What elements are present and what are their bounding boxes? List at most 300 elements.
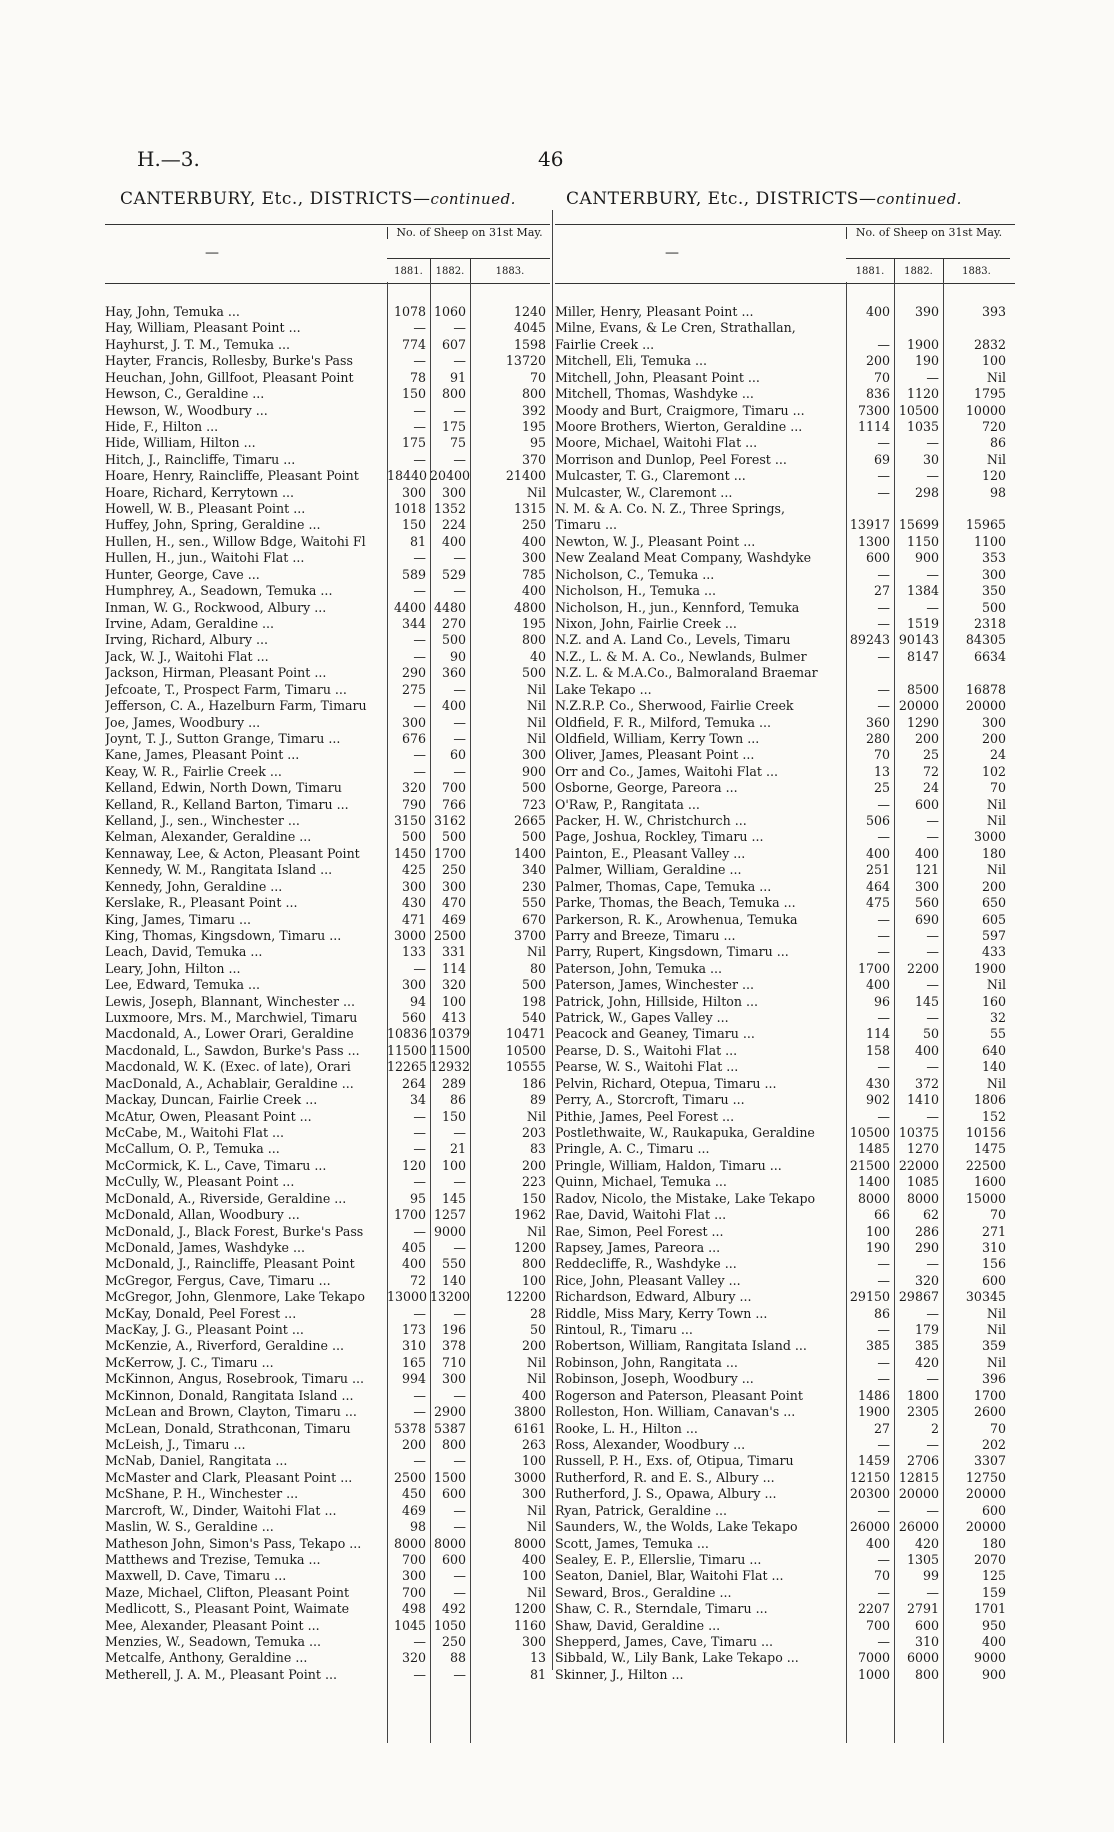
- owner-name: Newton, W. J., Pleasant Point ...: [555, 533, 756, 549]
- table-row: [105, 1010, 550, 1026]
- owner-name: Osborne, George, Pareora ...: [555, 780, 738, 796]
- owner-name: McCully, W., Pleasant Point ...: [105, 1174, 295, 1190]
- sheep-count-1881: 902: [865, 1092, 890, 1108]
- sheep-count-1883: 800: [521, 1256, 546, 1272]
- sheep-count-1881: 475: [865, 895, 890, 911]
- sheep-count-1883: 20000: [965, 1519, 1006, 1535]
- sheep-count-1883: 1400: [513, 845, 546, 861]
- owner-name: Saunders, W., the Wolds, Lake Tekapo: [555, 1519, 798, 1535]
- table-row: [555, 813, 1015, 829]
- sheep-count-1881: 500: [401, 829, 426, 845]
- sheep-count-1882: 9000: [433, 1223, 466, 1239]
- table-row: [105, 994, 550, 1010]
- owner-name: McLeish, J., Timaru ...: [105, 1436, 246, 1452]
- sheep-count-1883: 950: [981, 1617, 1006, 1633]
- sheep-count-1881: —: [413, 583, 426, 599]
- sheep-count-1883: 125: [981, 1568, 1006, 1584]
- sheep-count-1882: —: [453, 1519, 466, 1535]
- sheep-count-1881: —: [877, 796, 890, 812]
- owner-name: Hide, William, Hilton ...: [105, 435, 256, 451]
- sheep-count-1883: 650: [981, 895, 1006, 911]
- sheep-count-1882: —: [926, 1256, 939, 1272]
- table-row: [555, 682, 1015, 698]
- table-row: [105, 961, 550, 977]
- table-row: [105, 665, 550, 681]
- owner-name: Kelman, Alexander, Geraldine ...: [105, 829, 312, 845]
- sheep-count-1882: 385: [914, 1338, 939, 1354]
- owner-name: Kelland, R., Kelland Barton, Timaru ...: [105, 796, 349, 812]
- owner-name: McGregor, John, Glenmore, Lake Tekapo: [105, 1289, 365, 1305]
- sheep-count-1881: 120: [401, 1157, 426, 1173]
- sheep-count-1882: 190: [914, 353, 939, 369]
- sheep-count-1882: —: [926, 927, 939, 943]
- owner-name: Perry, A., Storcroft, Timaru ...: [555, 1092, 745, 1108]
- sheep-count-1881: 300: [401, 484, 426, 500]
- table-row: [105, 977, 550, 993]
- sheep-count-1882: —: [926, 599, 939, 615]
- sheep-count-1881: —: [413, 1141, 426, 1157]
- sheep-count-1881: —: [413, 418, 426, 434]
- table-row: [105, 1519, 550, 1535]
- sheep-count-1883: Nil: [526, 1223, 546, 1239]
- right-table-header: [555, 224, 1015, 284]
- sheep-count-1883: 30345: [965, 1289, 1006, 1305]
- sheep-count-1881: 1018: [393, 501, 426, 517]
- sheep-count-1883: Nil: [986, 796, 1006, 812]
- sheep-count-1883: 100: [521, 1272, 546, 1288]
- owner-name: McDonald, Allan, Woodbury ...: [105, 1207, 300, 1223]
- sheep-count-1881: 400: [401, 1256, 426, 1272]
- owner-name: Hayhurst, J. T. M., Temuka ...: [105, 336, 290, 352]
- table-row: [555, 320, 1015, 336]
- table-row: [105, 632, 550, 648]
- sheep-count-1882: 710: [441, 1354, 466, 1370]
- sheep-count-1883: 10471: [505, 1026, 546, 1042]
- sheep-count-1882: —: [453, 1584, 466, 1600]
- sheep-count-1881: 400: [865, 977, 890, 993]
- sheep-count-1881: —: [413, 1634, 426, 1650]
- owner-name: Leary, John, Hilton ...: [105, 960, 241, 976]
- table-row: [555, 583, 1015, 599]
- sheep-count-1881: —: [413, 1453, 426, 1469]
- sheep-count-1881: —: [413, 1174, 426, 1190]
- sheep-count-1882: 91: [449, 369, 466, 385]
- sheep-count-1881: 400: [865, 304, 890, 319]
- header-year: 1882.: [904, 266, 933, 277]
- sheep-count-1882: 20400: [430, 468, 471, 484]
- owner-name: Rae, David, Waitohi Flat ...: [555, 1207, 727, 1223]
- sheep-count-1881: —: [413, 1404, 426, 1420]
- sheep-count-1883: Nil: [526, 714, 546, 730]
- sheep-count-1882: 140: [441, 1272, 466, 1288]
- sheep-count-1883: Nil: [986, 1354, 1006, 1370]
- owner-name: Humphrey, A., Seadown, Temuka ...: [105, 583, 333, 599]
- owner-name: Sibbald, W., Lily Bank, Lake Tekapo ...: [555, 1650, 799, 1666]
- sheep-count-1883: 120: [981, 468, 1006, 484]
- owner-name: McDonald, James, Washdyke ...: [105, 1239, 305, 1255]
- owner-name: O'Raw, P., Rangitata ...: [555, 796, 700, 812]
- header-dash: —: [205, 245, 219, 261]
- sheep-count-1881: 405: [401, 1239, 426, 1255]
- sheep-count-1883: 152: [981, 1108, 1006, 1124]
- sheep-count-1883: 70: [989, 1207, 1006, 1223]
- table-row: [105, 1634, 550, 1650]
- sheep-count-1882: 331: [441, 944, 466, 960]
- sheep-count-1881: —: [877, 681, 890, 697]
- table-row: [555, 1453, 1015, 1469]
- sheep-count-1881: —: [413, 550, 426, 566]
- table-row: [105, 1404, 550, 1420]
- header-year: 1881.: [394, 266, 423, 277]
- table-row: [105, 1076, 550, 1092]
- sheep-count-1881: 94: [409, 993, 426, 1009]
- sheep-count-1883: 600: [981, 1502, 1006, 1518]
- table-row: [105, 501, 550, 517]
- sheep-count-1882: 390: [914, 304, 939, 319]
- sheep-count-1882: —: [926, 1305, 939, 1321]
- sheep-count-1883: 400: [521, 533, 546, 549]
- table-row: [105, 895, 550, 911]
- sheep-count-1883: 6161: [513, 1420, 546, 1436]
- table-row: [555, 1650, 1015, 1666]
- table-row: [555, 337, 1015, 353]
- sheep-count-1883: 785: [521, 566, 546, 582]
- sheep-count-1882: 8000: [433, 1535, 466, 1551]
- owner-name: New Zealand Meat Company, Washdyke: [555, 550, 812, 566]
- sheep-count-1881: —: [877, 1256, 890, 1272]
- owner-name: Quinn, Michael, Temuka ...: [555, 1174, 727, 1190]
- sheep-count-1881: —: [413, 1125, 426, 1140]
- owner-name: Skinner, J., Hilton ...: [555, 1666, 684, 1682]
- sheep-count-1883: 500: [981, 599, 1006, 615]
- table-row: [555, 1240, 1015, 1256]
- sheep-count-1883: 55: [989, 1026, 1006, 1042]
- sheep-count-1881: —: [877, 944, 890, 960]
- sheep-count-1881: 2500: [393, 1469, 426, 1485]
- sheep-count-1881: —: [413, 960, 426, 976]
- sheep-count-1881: 469: [401, 1502, 426, 1518]
- sheep-count-1883: 10555: [505, 1059, 546, 1075]
- sheep-count-1881: 1900: [857, 1404, 890, 1420]
- sheep-count-1881: —: [877, 698, 890, 714]
- sheep-count-1881: 425: [401, 862, 426, 878]
- table-row: [105, 1141, 550, 1157]
- sheep-count-1882: 1060: [433, 304, 466, 319]
- sheep-count-1881: 158: [865, 1042, 890, 1058]
- table-row: [105, 1224, 550, 1240]
- sheep-count-1883: 2318: [973, 615, 1006, 631]
- table-row: [105, 1059, 550, 1075]
- table-row: [555, 386, 1015, 402]
- sheep-count-1881: —: [877, 615, 890, 631]
- owner-name: McKinnon, Donald, Rangitata Island ...: [105, 1387, 354, 1403]
- sheep-count-1882: 12932: [430, 1059, 471, 1075]
- sheep-count-1881: 34: [409, 1092, 426, 1108]
- sheep-count-1882: 62: [922, 1207, 939, 1223]
- owner-name: McCallum, O. P., Temuka ...: [105, 1141, 280, 1157]
- sheep-count-1882: 300: [441, 1371, 466, 1387]
- sheep-count-1882: —: [453, 681, 466, 697]
- owner-name: Menzies, W., Seadown, Temuka ...: [105, 1634, 322, 1650]
- owner-name: Richardson, Edward, Albury ...: [555, 1289, 752, 1305]
- owner-name: Oldfield, F. R., Milford, Temuka ...: [555, 714, 771, 730]
- sheep-count-1883: 202: [981, 1436, 1006, 1452]
- sheep-count-1883: 13: [529, 1650, 546, 1666]
- sheep-count-1882: —: [453, 1453, 466, 1469]
- table-row: [555, 468, 1015, 484]
- owner-name: Hoare, Henry, Raincliffe, Pleasant Point: [105, 468, 359, 484]
- owner-name: Kerslake, R., Pleasant Point ...: [105, 895, 298, 911]
- owner-name: Macdonald, W. K. (Exec. of late), Orari: [105, 1059, 351, 1075]
- sheep-count-1882: 8000: [906, 1190, 939, 1206]
- owner-name: Leach, David, Temuka ...: [105, 944, 263, 960]
- section-title-right: CANTERBURY, Etc., DISTRICTS—continued.: [566, 189, 962, 209]
- owner-name: Jefferson, C. A., Hazelburn Farm, Timaru: [105, 698, 367, 714]
- owner-name: McDonald, J., Raincliffe, Pleasant Point: [105, 1256, 355, 1272]
- sheep-count-1883: 400: [521, 1387, 546, 1403]
- sheep-count-1882: 600: [441, 1551, 466, 1567]
- page-reference: H.—3.: [137, 147, 200, 171]
- sheep-count-1882: —: [453, 550, 466, 566]
- owner-name: Oliver, James, Pleasant Point ...: [555, 747, 755, 763]
- sheep-count-1881: —: [877, 1436, 890, 1452]
- sheep-count-1882: —: [926, 1436, 939, 1452]
- sheep-count-1883: Nil: [526, 944, 546, 960]
- sheep-count-1881: 13: [873, 763, 890, 779]
- table-row: [105, 337, 550, 353]
- sheep-count-1881: 7000: [857, 1650, 890, 1666]
- sheep-count-1881: 78: [409, 369, 426, 385]
- sheep-count-1883: 340: [521, 862, 546, 878]
- sheep-count-1883: 393: [981, 304, 1006, 319]
- sheep-count-1883: 350: [981, 583, 1006, 599]
- sheep-count-1882: 25: [922, 747, 939, 763]
- owner-name: Metcalfe, Anthony, Geraldine ...: [105, 1650, 308, 1666]
- sheep-count-1881: 25: [873, 780, 890, 796]
- table-row: [555, 1437, 1015, 1453]
- table-row: [555, 1207, 1015, 1223]
- sheep-count-1881: 89243: [849, 632, 890, 648]
- sheep-count-1882: 224: [441, 517, 466, 533]
- table-row: [555, 1010, 1015, 1026]
- owner-name: Joe, James, Woodbury ...: [105, 714, 261, 730]
- owner-name: Medlicott, S., Pleasant Point, Waimate: [105, 1601, 350, 1617]
- table-row: [105, 912, 550, 928]
- sheep-count-1882: —: [926, 468, 939, 484]
- sheep-count-1883: 70: [989, 780, 1006, 796]
- sheep-count-1883: 24: [989, 747, 1006, 763]
- table-row: [555, 403, 1015, 419]
- owner-name: Russell, P. H., Exs. of, Otipua, Timaru: [555, 1453, 794, 1469]
- sheep-count-1883: 1475: [973, 1141, 1006, 1157]
- sheep-count-1882: 378: [441, 1338, 466, 1354]
- sheep-count-1882: 1035: [906, 418, 939, 434]
- owner-name: Moore Brothers, Wierton, Geraldine ...: [555, 418, 803, 434]
- sheep-count-1881: 200: [865, 353, 890, 369]
- sheep-count-1883: 1900: [973, 960, 1006, 976]
- sheep-count-1881: —: [877, 1502, 890, 1518]
- owner-name: Moody and Burt, Craigmore, Timaru ...: [555, 402, 805, 418]
- sheep-count-1881: —: [413, 1108, 426, 1124]
- sheep-count-1882: 1150: [906, 533, 939, 549]
- table-row: [555, 1256, 1015, 1272]
- sheep-count-1883: 1100: [973, 533, 1006, 549]
- sheep-count-1883: Nil: [986, 369, 1006, 385]
- sheep-count-1882: 800: [914, 1666, 939, 1682]
- header-year: 1881.: [855, 266, 885, 277]
- sheep-count-1881: —: [877, 468, 890, 484]
- sheep-count-1882: —: [926, 977, 939, 993]
- sheep-count-1882: 1257: [433, 1207, 466, 1223]
- sheep-count-1881: 450: [401, 1486, 426, 1502]
- owner-name: Parry and Breeze, Timaru ...: [555, 927, 736, 943]
- sheep-count-1883: 198: [521, 993, 546, 1009]
- sheep-count-1882: —: [453, 1174, 466, 1190]
- sheep-count-1882: 2500: [433, 927, 466, 943]
- sheep-count-1883: 1315: [513, 501, 546, 517]
- sheep-count-1881: 13917: [849, 517, 890, 533]
- owner-name: Miller, Henry, Pleasant Point ...: [555, 304, 754, 319]
- table-row: [105, 1026, 550, 1042]
- sheep-count-1882: 29867: [898, 1289, 939, 1305]
- sheep-count-1881: —: [413, 320, 426, 336]
- sheep-count-1882: —: [453, 1666, 466, 1682]
- sheep-count-1883: Nil: [526, 1371, 546, 1387]
- sheep-count-1883: 195: [521, 615, 546, 631]
- sheep-count-1883: 21400: [505, 468, 546, 484]
- sheep-count-1881: —: [877, 1108, 890, 1124]
- sheep-count-1883: 3000: [513, 1469, 546, 1485]
- owner-name: Robinson, John, Rangitata ...: [555, 1354, 738, 1370]
- sheep-count-1883: 70: [529, 369, 546, 385]
- owner-name: Hoare, Richard, Kerrytown ...: [105, 484, 295, 500]
- table-row: [555, 1486, 1015, 1502]
- sheep-count-1881: 471: [401, 911, 426, 927]
- sheep-count-1882: 13200: [430, 1289, 471, 1305]
- sheep-count-1882: —: [453, 583, 466, 599]
- owner-name: Rutherford, J. S., Opawa, Albury ...: [555, 1486, 777, 1502]
- owner-name: McCabe, M., Waitohi Flat ...: [105, 1125, 285, 1140]
- table-row: [555, 846, 1015, 862]
- table-row: [555, 1026, 1015, 1042]
- table-row: [105, 583, 550, 599]
- table-row: [555, 534, 1015, 550]
- table-row: [105, 1536, 550, 1552]
- table-row: [105, 468, 550, 484]
- table-row: [105, 485, 550, 501]
- sheep-count-1883: Nil: [526, 698, 546, 714]
- sheep-count-1883: Nil: [986, 451, 1006, 467]
- owner-name: Rooke, L. H., Hilton ...: [555, 1420, 698, 1436]
- owner-name: Hayter, Francis, Rollesby, Burke's Pass: [105, 353, 353, 369]
- sheep-count-1882: —: [453, 763, 466, 779]
- table-row: [555, 1158, 1015, 1174]
- sheep-count-1882: 420: [914, 1354, 939, 1370]
- sheep-count-1881: —: [877, 1322, 890, 1338]
- table-row: [555, 961, 1015, 977]
- sheep-count-1883: 300: [981, 566, 1006, 582]
- table-row: [105, 1043, 550, 1059]
- owner-name: Nicholson, H., Temuka ...: [555, 583, 717, 599]
- sheep-count-1881: 320: [401, 780, 426, 796]
- header-rule: [846, 258, 1010, 259]
- sheep-count-1882: 1305: [906, 1551, 939, 1567]
- sheep-count-1881: 4400: [393, 599, 426, 615]
- sheep-count-1881: 81: [409, 533, 426, 549]
- table-row: [555, 1371, 1015, 1387]
- table-row: [555, 862, 1015, 878]
- table-row: [555, 1338, 1015, 1354]
- owner-name: Rolleston, Hon. William, Canavan's ...: [555, 1404, 796, 1420]
- sheep-count-1883: 500: [521, 977, 546, 993]
- owner-name: Paterson, John, Temuka ...: [555, 960, 723, 976]
- owner-name: Kelland, Edwin, North Down, Timaru: [105, 780, 342, 796]
- sheep-count-1881: 280: [865, 730, 890, 746]
- table-row: [555, 517, 1015, 533]
- table-row: [555, 304, 1015, 320]
- owner-name: Rapsey, James, Pareora ...: [555, 1239, 721, 1255]
- table-row: [105, 419, 550, 435]
- sheep-count-1881: 290: [401, 665, 426, 681]
- owner-name: Scott, James, Temuka ...: [555, 1535, 709, 1551]
- sheep-count-1883: 2665: [513, 813, 546, 829]
- sheep-count-1882: 800: [441, 386, 466, 402]
- sheep-count-1883: 15965: [965, 517, 1006, 533]
- table-row: [555, 879, 1015, 895]
- table-row: [555, 550, 1015, 566]
- sheep-count-1882: 1800: [906, 1387, 939, 1403]
- sheep-count-1881: 18440: [387, 468, 428, 484]
- sheep-count-1881: —: [413, 451, 426, 467]
- sheep-count-1881: 86: [873, 1305, 890, 1321]
- owner-name: Shepperd, James, Cave, Timaru ...: [555, 1634, 774, 1650]
- sheep-count-1882: —: [926, 435, 939, 451]
- owner-name: Jack, W. J., Waitohi Flat ...: [105, 648, 269, 664]
- table-row: [105, 682, 550, 698]
- sheep-count-1881: 8000: [393, 1535, 426, 1551]
- sheep-count-1882: 400: [441, 533, 466, 549]
- table-row: [555, 994, 1015, 1010]
- table-row: [555, 1552, 1015, 1568]
- sheep-count-1881: 700: [865, 1617, 890, 1633]
- sheep-count-1882: —: [453, 320, 466, 336]
- sheep-count-1881: 360: [865, 714, 890, 730]
- sheep-count-1883: Nil: [986, 862, 1006, 878]
- table-row: [555, 1076, 1015, 1092]
- owner-name: McLean and Brown, Clayton, Timaru ...: [105, 1404, 357, 1420]
- owner-name: Matheson John, Simon's Pass, Tekapo ...: [105, 1535, 362, 1551]
- sheep-count-1882: 90143: [898, 632, 939, 648]
- sheep-count-1883: 20000: [965, 1486, 1006, 1502]
- sheep-count-1883: 98: [989, 484, 1006, 500]
- sheep-count-1882: 100: [441, 993, 466, 1009]
- sheep-count-1883: 433: [981, 944, 1006, 960]
- table-row: [555, 1421, 1015, 1437]
- sheep-count-1882: —: [453, 1387, 466, 1403]
- table-row: [555, 1585, 1015, 1601]
- sheep-count-1881: 8000: [857, 1190, 890, 1206]
- sheep-count-1882: 99: [922, 1568, 939, 1584]
- sheep-count-1883: 1200: [513, 1239, 546, 1255]
- sheep-count-1881: 150: [401, 517, 426, 533]
- table-row: [105, 1092, 550, 1108]
- sheep-count-1883: 670: [521, 911, 546, 927]
- sheep-count-1881: 3150: [393, 813, 426, 829]
- sheep-count-1883: 300: [521, 550, 546, 566]
- owner-name: Keay, W. R., Fairlie Creek ...: [105, 763, 282, 779]
- owner-name: McShane, P. H., Winchester ...: [105, 1486, 299, 1502]
- sheep-count-1881: 251: [865, 862, 890, 878]
